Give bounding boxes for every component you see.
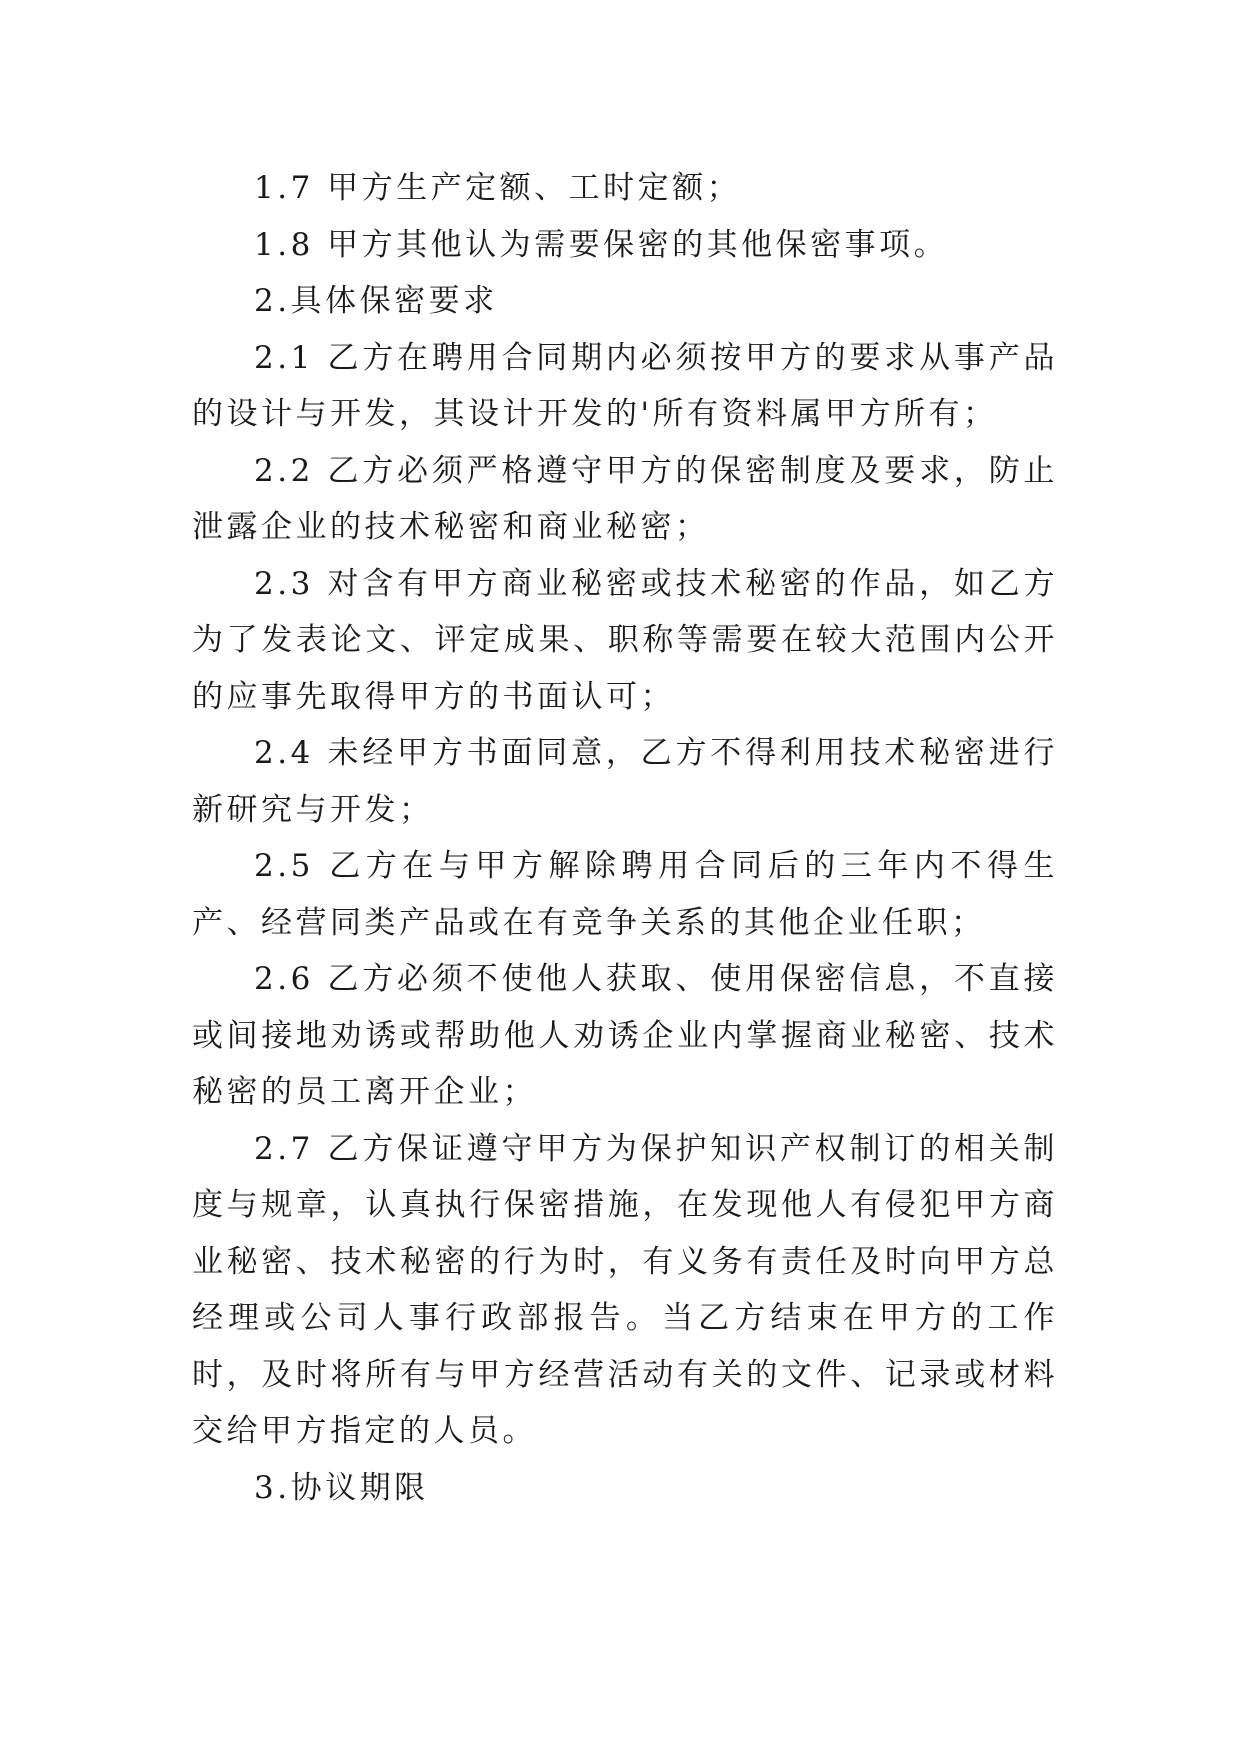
paragraph-1-7: 1.7 甲方生产定额、工时定额； (254, 170, 742, 206)
paragraph-2-3: 2.3 对含有甲方商业秘密或技术秘密的作品，如乙方为了发表论文、评定成果、职称等需要在较大范围内公开的应事先取得甲方的书面认可； (192, 565, 1058, 715)
paragraph-2-7: 2.7 乙方保证遵守甲方为保护知识产权制订的相关制度与规章，认真执行保密措施，在发现他人有侵犯甲方商业秘密、技术秘密的行为时，有义务有责任及时向甲方总经理或公司人事行政部报告。当乙方结束在甲方的工作时，及时将所有与甲方经营活动有关的文件、记录或材料交给甲方指定的人员。 (192, 1130, 1058, 1449)
paragraph-1-8: 1.8 甲方其他认为需要保密的其他保密事项。 (254, 226, 949, 263)
paragraph-2-2: 2.2 乙方必须严格遵守甲方的保密制度及要求，防止泄露企业的技术秘密和商业秘密； (192, 452, 1058, 545)
paragraph-2-1: 2.1 乙方在聘用合同期内必须按甲方的要求从事产品的设计与开发，其设计开发的'所有资料属甲方所有； (192, 339, 1058, 432)
document-body (192, 160, 1058, 1516)
paragraph-2-5: 2.5 乙方在与甲方解除聘用合同后的三年内不得生产、经营同类产品或在有竞争关系的其他企业任职； (192, 848, 1058, 941)
section-heading-2: 2.具体保密要求 (254, 283, 498, 319)
section-heading-3: 3.协议期限 (254, 1469, 429, 1506)
paragraph-2-4: 2.4 未经甲方书面同意，乙方不得利用技术秘密进行新研究与开发； (192, 735, 1058, 828)
paragraph-2-6: 2.6 乙方必须不使他人获取、使用保密信息，不直接或间接地劝诱或帮助他人劝诱企业内掌握商业秘密、技术秘密的员工离开企业； (192, 961, 1058, 1110)
